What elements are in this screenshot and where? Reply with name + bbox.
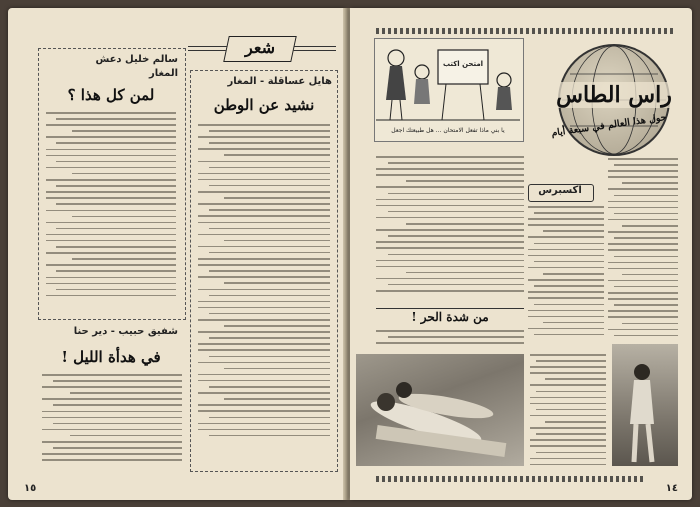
heat-title-rule bbox=[376, 308, 524, 309]
cartoon-teacher-head bbox=[388, 50, 404, 66]
poem-left-text bbox=[46, 112, 176, 312]
photo-head bbox=[396, 382, 412, 398]
cartoon-teacher-body bbox=[386, 66, 406, 100]
author-left: سالم خليل دعش bbox=[95, 54, 178, 65]
article-column-left bbox=[376, 156, 524, 296]
cartoon-sign: امتحن اكتب bbox=[442, 60, 484, 68]
heat-caption-text bbox=[376, 330, 524, 352]
poem-left-title: لمن كل هذا ؟ bbox=[67, 86, 155, 104]
cartoon-board-leg bbox=[480, 84, 484, 120]
portrait-photo-figure bbox=[612, 344, 678, 466]
photo-head bbox=[634, 364, 650, 380]
cartoon-student-head bbox=[415, 65, 429, 79]
poem-right-title: نشيد عن الوطن bbox=[213, 96, 315, 114]
author-right: هايل عساقلة - المغار bbox=[227, 76, 332, 87]
photo-head bbox=[377, 393, 395, 411]
cartoon-child-body bbox=[496, 87, 512, 110]
globe-subtitle: حول هذا العالم في سبعة أيام bbox=[550, 111, 668, 140]
cartoon-teacher-leg bbox=[390, 100, 392, 120]
article-column-middle bbox=[528, 206, 604, 338]
poem-right-text bbox=[198, 124, 330, 460]
poem-bottom-left-text bbox=[42, 374, 182, 470]
heat-title: من شدة الحر ! bbox=[411, 310, 489, 324]
express-label: اكسبرس bbox=[538, 185, 582, 196]
cartoon-board-leg bbox=[442, 84, 446, 120]
cartoon-teacher-leg bbox=[400, 100, 402, 120]
author-left-place: المغار bbox=[148, 68, 178, 79]
article-column-bottom-middle bbox=[530, 354, 606, 466]
cartoon-student-body bbox=[414, 79, 430, 104]
photo-leg bbox=[634, 424, 636, 462]
cartoon-child-head bbox=[497, 73, 511, 87]
right-page bbox=[350, 8, 692, 500]
beach-photo bbox=[356, 354, 524, 466]
cartoon-caption: يا بني ماذا تفعل الامتحان ... هل طبيعتك اجعل bbox=[391, 127, 505, 134]
photo-leg bbox=[648, 424, 652, 462]
page-number-left: ١٥ bbox=[24, 483, 37, 494]
page-number-right: ١٤ bbox=[665, 483, 678, 494]
globe-title: راس الطاس bbox=[540, 82, 688, 108]
top-border-pattern bbox=[376, 28, 674, 34]
portrait-photo bbox=[612, 344, 678, 466]
author-bottom-left: شفيق حبيب - دير حنا bbox=[73, 326, 178, 337]
section-label: شعر bbox=[245, 38, 275, 57]
article-column-right bbox=[608, 158, 678, 338]
beach-photo-figures bbox=[356, 354, 524, 466]
cartoon-illustration bbox=[376, 40, 520, 124]
left-page bbox=[8, 8, 346, 500]
photo-body bbox=[630, 380, 654, 424]
bottom-border-pattern bbox=[376, 476, 646, 482]
poem-bottom-left-title: في هدأة الليل ! bbox=[61, 348, 161, 366]
